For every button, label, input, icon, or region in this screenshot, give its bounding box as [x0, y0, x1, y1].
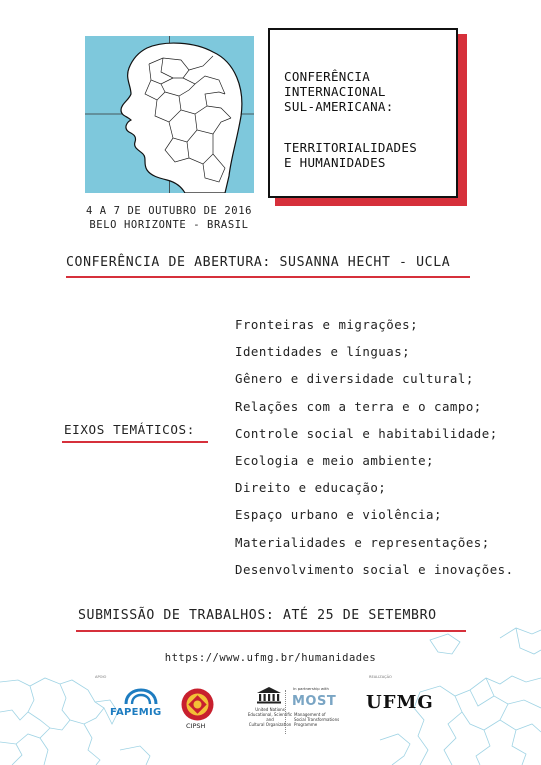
theme-item: Materialidades e representações;	[235, 534, 490, 550]
keynote-underline	[66, 276, 470, 278]
title-line-3: SUL-AMERICANA:	[284, 99, 394, 114]
cipsh-text: CIPSH	[186, 722, 206, 730]
website-url[interactable]: https://www.ufmg.br/humanidades	[164, 652, 377, 664]
unesco-text: United Nations Educational, Scientific and Cultural Organization	[247, 707, 293, 727]
keynote-heading: CONFERÊNCIA DE ABERTURA: SUSANNA HECHT - UCLA	[66, 255, 451, 270]
theme-item: Fronteiras e migrações;	[235, 317, 419, 332]
submission-underline	[76, 630, 466, 632]
most-text: Management of Social Transformations Programme	[294, 712, 340, 727]
hero-head-map-illustration	[85, 36, 254, 193]
title-line-2: INTERNACIONAL	[284, 84, 386, 99]
event-dates: 4 A 7 DE OUTUBRO DE 2016	[85, 205, 253, 217]
theme-item: Identidades e línguas;	[235, 344, 411, 360]
ufmg-logo-text: UFMG	[366, 692, 434, 713]
theme-item: Desenvolvimento social e inovações.	[235, 561, 514, 577]
themes-underline	[62, 441, 208, 443]
theme-item: Ecologia e meio ambiente;	[235, 452, 434, 468]
unesco-divider	[285, 690, 287, 734]
theme-item: Controle social e habitabilidade;	[235, 425, 498, 441]
partnership-label: In partnership with	[293, 686, 329, 691]
event-location: BELO HORIZONTE - BRASIL	[89, 219, 249, 231]
theme-item: Espaço urbano e violência;	[235, 507, 442, 523]
unesco-temple-icon	[256, 686, 282, 704]
realizacao-label: REALIZAÇÃO	[369, 675, 392, 679]
title-line-1: CONFERÊNCIA	[284, 69, 371, 84]
theme-item: Direito e educação;	[235, 480, 387, 496]
apoio-label: APOIO	[95, 675, 107, 679]
theme-item: Relações com a terra e o campo;	[235, 398, 482, 414]
title-line-4: TERRITORIALIDADES	[284, 140, 418, 155]
fapemig-text: FAPEMIG	[110, 707, 162, 718]
themes-label: EIXOS TEMÁTICOS:	[64, 422, 195, 437]
theme-item: Gênero e diversidade cultural;	[235, 371, 474, 387]
cipsh-logo-icon	[181, 688, 214, 721]
title-box	[268, 28, 458, 198]
title-line-5: E HUMANIDADES	[284, 155, 386, 170]
fapemig-logo-icon	[124, 688, 158, 706]
themes-list	[235, 311, 514, 583]
submission-deadline: SUBMISSÃO DE TRABALHOS: ATÉ 25 DE SETEMBRO	[78, 608, 437, 623]
most-logo-text: MOST	[292, 694, 337, 709]
